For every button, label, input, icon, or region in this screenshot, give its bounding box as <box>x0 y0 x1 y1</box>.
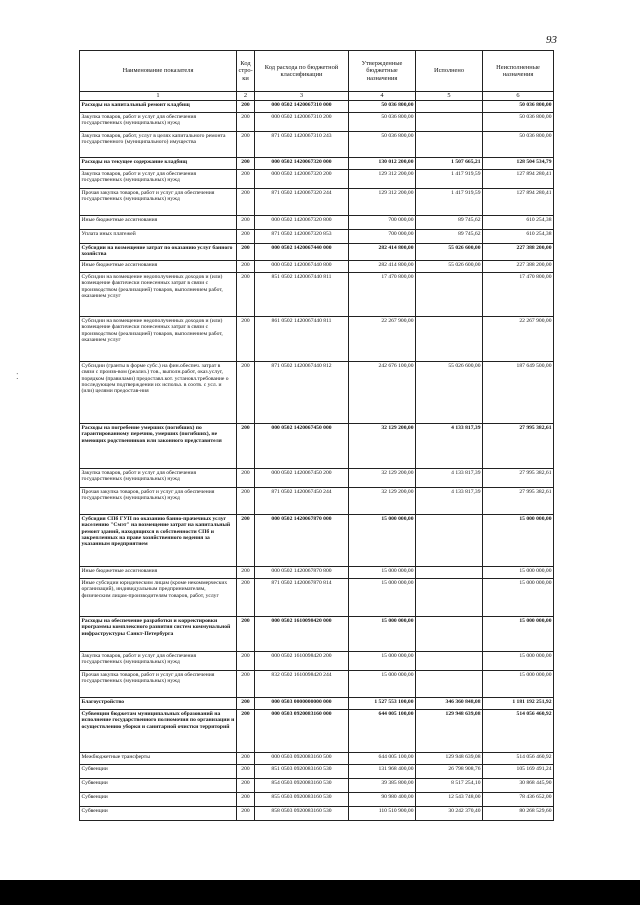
row-approved: 700 000,00 <box>349 216 416 230</box>
row-unexecuted: 17 470 800,00 <box>483 273 554 317</box>
row-name: Иные бюджетные ассигнования <box>80 216 237 230</box>
row-approved: 131 968 400,00 <box>349 765 416 779</box>
row-executed: 55 026 600,00 <box>416 244 483 261</box>
row-budget-code: 854 0503 0920083160 530 <box>255 779 349 793</box>
table-row <box>80 469 554 488</box>
row-budget-code: 000 0502 1420067870 800 <box>255 567 349 579</box>
row-executed <box>416 515 483 567</box>
row-name: Субвенции <box>80 807 237 821</box>
row-unexecuted: 27 995 382,61 <box>483 469 554 488</box>
table-row <box>80 710 554 753</box>
row-unexecuted: 15 000 000,00 <box>483 671 554 698</box>
table-header-row <box>80 51 554 92</box>
budget-execution-table <box>79 50 554 821</box>
row-line-code: 200 <box>237 170 255 189</box>
row-name: Закупка товаров, работ, услуг в целях капитального ремонта государственного (муниципального) имущества <box>80 132 237 158</box>
row-executed: 1 507 665,21 <box>416 158 483 170</box>
table-row <box>80 671 554 698</box>
row-line-code: 200 <box>237 753 255 765</box>
column-number: 1 <box>80 92 237 101</box>
row-name: Межбюджетные трансферты <box>80 753 237 765</box>
row-line-code: 200 <box>237 261 255 273</box>
row-unexecuted: 50 036 800,00 <box>483 101 554 113</box>
row-unexecuted: 30 868 445,90 <box>483 779 554 793</box>
row-name: Расходы на обеспечение разработки и корректировки программы комплексного развития систем коммунальной инфраструктуры Санкт-Петербурга <box>80 617 237 652</box>
row-approved: 130 012 200,00 <box>349 158 416 170</box>
header-executed: Исполнено <box>416 51 483 92</box>
row-line-code: 200 <box>237 132 255 158</box>
row-executed: 89 745,62 <box>416 216 483 230</box>
row-name: Расходы на капитальный ремонт кладбищ <box>80 101 237 113</box>
row-approved: 32 129 200,00 <box>349 488 416 515</box>
column-number: 4 <box>349 92 416 101</box>
row-executed: 4 133 817,39 <box>416 424 483 469</box>
row-approved: 129 312 200,00 <box>349 170 416 189</box>
row-unexecuted: 514 056 460,92 <box>483 753 554 765</box>
table-body <box>80 101 554 821</box>
row-budget-code: 851 0502 1420067440 811 <box>255 273 349 317</box>
row-executed: 4 133 817,39 <box>416 469 483 488</box>
row-line-code: 200 <box>237 488 255 515</box>
row-unexecuted: 15 000 000,00 <box>483 567 554 579</box>
row-line-code: 200 <box>237 617 255 652</box>
row-line-code: 200 <box>237 793 255 807</box>
row-budget-code: 858 0503 0920083160 530 <box>255 807 349 821</box>
row-line-code: 200 <box>237 113 255 132</box>
row-executed <box>416 567 483 579</box>
row-name: Субсидии на возмещение затрат по оказанию услуг банного хозяйства <box>80 244 237 261</box>
row-approved: 15 000 000,00 <box>349 579 416 617</box>
table-row <box>80 807 554 821</box>
row-budget-code: 000 0502 1610098420 200 <box>255 652 349 671</box>
row-unexecuted: 50 036 800,00 <box>483 132 554 158</box>
row-name: Субсидии на возмещение недополученных доходов и (или) возмещение фактически понесенных затрат в связи с производством (реализацией) товаров, выполнением работ, оказанием услуг <box>80 273 237 317</box>
row-line-code: 200 <box>237 424 255 469</box>
row-approved: 242 676 100,00 <box>349 362 416 424</box>
row-line-code: 200 <box>237 765 255 779</box>
row-name: Расходы на текущее содержание кладбищ <box>80 158 237 170</box>
row-approved: 282 414 800,00 <box>349 244 416 261</box>
row-executed: 129 948 639,08 <box>416 753 483 765</box>
row-name: Субсидии (гранты в форме субс.) на фин.обеспеч. затрат в связи с произв-вом (реализ.) тов., выполн.работ, оказ.услуг, порядком (правилами) предоставл.кот. установл.требование о последующем подтверждении их использ. в соотв. с усл. и (или) целями предостав-ния <box>80 362 237 424</box>
header-approved: Утвержденные бюджетные назначения <box>349 51 416 92</box>
row-unexecuted: 27 995 382,61 <box>483 488 554 515</box>
row-approved: 50 036 800,00 <box>349 132 416 158</box>
row-budget-code: 851 0503 0920083160 530 <box>255 765 349 779</box>
row-approved: 15 000 000,00 <box>349 567 416 579</box>
row-approved: 700 000,00 <box>349 230 416 244</box>
row-unexecuted: 15 000 000,00 <box>483 652 554 671</box>
row-name: Прочая закупка товаров, работ и услуг для обеспечения государственных (муниципальных) нужд <box>80 671 237 698</box>
table-row <box>80 317 554 362</box>
table-row <box>80 488 554 515</box>
row-budget-code: 000 0502 1420067870 000 <box>255 515 349 567</box>
table-row <box>80 652 554 671</box>
table-row <box>80 765 554 779</box>
row-name: Прочая закупка товаров, работ и услуг для обеспечения государственных (муниципальных) нужд <box>80 488 237 515</box>
row-approved: 110 510 900,00 <box>349 807 416 821</box>
row-budget-code: 000 0502 1610098420 000 <box>255 617 349 652</box>
page-number: 93 <box>546 34 557 46</box>
row-executed <box>416 113 483 132</box>
row-name: Расходы на погребение умерших (погибших) по гарантированному перечню, умерших (погибших), не имеющих родственников или законного представителя <box>80 424 237 469</box>
row-executed <box>416 652 483 671</box>
row-name: Субвенции <box>80 779 237 793</box>
row-name: Субсидии на возмещение недополученных доходов и (или) возмещение фактически понесенных затрат в связи с производством (реализацией) товаров, выполнением работ, оказанием услуг <box>80 317 237 362</box>
row-executed: 346 360 848,08 <box>416 698 483 710</box>
row-line-code: 200 <box>237 652 255 671</box>
row-name: Уплата иных платежей <box>80 230 237 244</box>
row-approved: 32 129 200,00 <box>349 469 416 488</box>
row-executed: 89 745,62 <box>416 230 483 244</box>
row-budget-code: 871 0502 1420067320 244 <box>255 189 349 216</box>
row-name: Иные бюджетные ассигнования <box>80 567 237 579</box>
row-executed: 8 517 254,10 <box>416 779 483 793</box>
row-unexecuted: 610 254,38 <box>483 230 554 244</box>
table-row <box>80 567 554 579</box>
row-name: Иные субсидии юридическим лицам (кроме некоммерческих организаций), индивидуальным предпринимателям, физическим лицам-производителям товаров, работ, услуг <box>80 579 237 617</box>
column-numbers-row <box>80 92 554 101</box>
row-unexecuted: 128 504 534,79 <box>483 158 554 170</box>
row-executed: 55 026 600,00 <box>416 362 483 424</box>
row-unexecuted: 1 181 192 251,92 <box>483 698 554 710</box>
row-approved: 644 005 100,00 <box>349 753 416 765</box>
row-line-code: 200 <box>237 101 255 113</box>
table-row <box>80 170 554 189</box>
row-unexecuted: 227 388 200,00 <box>483 261 554 273</box>
row-line-code: 200 <box>237 779 255 793</box>
row-executed <box>416 132 483 158</box>
row-budget-code: 000 0502 1420067450 000 <box>255 424 349 469</box>
row-approved: 32 129 200,00 <box>349 424 416 469</box>
row-line-code: 200 <box>237 230 255 244</box>
row-executed: 1 417 919,59 <box>416 189 483 216</box>
row-unexecuted: 15 000 000,00 <box>483 579 554 617</box>
table-row <box>80 132 554 158</box>
header-budget-code: Код расхода по бюджетной классификации <box>255 51 349 92</box>
row-name: Субвенции <box>80 765 237 779</box>
row-executed: 26 798 908,76 <box>416 765 483 779</box>
row-approved: 50 036 800,00 <box>349 101 416 113</box>
row-name: Закупка товаров, работ и услуг для обеспечения государственных (муниципальных) нужд <box>80 652 237 671</box>
row-executed <box>416 617 483 652</box>
header-line-code: Код стро- ки <box>237 51 255 92</box>
row-unexecuted: 22 267 900,00 <box>483 317 554 362</box>
row-approved: 50 036 800,00 <box>349 113 416 132</box>
row-budget-code: 871 0502 1420067870 814 <box>255 579 349 617</box>
table-row <box>80 698 554 710</box>
row-approved: 1 527 553 100,00 <box>349 698 416 710</box>
row-name: Иные бюджетные ассигнования <box>80 261 237 273</box>
row-executed: 12 543 748,00 <box>416 793 483 807</box>
table-row <box>80 189 554 216</box>
row-name: Закупка товаров, работ и услуг для обеспечения государственных (муниципальных) нужд <box>80 469 237 488</box>
row-name: Субвенции бюджетам муниципальных образований на исполнение государственного полномочия по организации и осуществлению уборки и санитарной очистки территорий <box>80 710 237 753</box>
row-budget-code: 000 0502 1420067310 200 <box>255 113 349 132</box>
row-line-code: 200 <box>237 244 255 261</box>
row-unexecuted: 610 254,38 <box>483 216 554 230</box>
row-approved: 15 000 000,00 <box>349 652 416 671</box>
row-budget-code: 871 0502 1420067320 853 <box>255 230 349 244</box>
row-unexecuted: 227 388 200,00 <box>483 244 554 261</box>
row-budget-code: 000 0503 0920083160 000 <box>255 710 349 753</box>
row-name: Субвенции <box>80 793 237 807</box>
row-approved: 129 312 200,00 <box>349 189 416 216</box>
row-executed <box>416 671 483 698</box>
row-name: Субсидия СПб ГУП по оказанию банно-прачечных услуг населению "Смэт" на возмещение затрат на капитальный ремонт зданий, находящихся в собственности СПб и закрепленных на праве хозяйственного ведения за указанным предприятием <box>80 515 237 567</box>
column-number: 2 <box>237 92 255 101</box>
row-line-code: 200 <box>237 216 255 230</box>
row-budget-code: 871 0502 1420067440 812 <box>255 362 349 424</box>
header-name: Наименование показателя <box>80 51 237 92</box>
table-row <box>80 216 554 230</box>
row-budget-code: 000 0502 1420067440 800 <box>255 261 349 273</box>
row-approved: 644 005 100,00 <box>349 710 416 753</box>
row-unexecuted: 27 995 382,61 <box>483 424 554 469</box>
row-approved: 15 000 000,00 <box>349 671 416 698</box>
row-unexecuted: 105 169 491,24 <box>483 765 554 779</box>
table-row <box>80 101 554 113</box>
row-unexecuted: 514 056 460,92 <box>483 710 554 753</box>
row-line-code: 200 <box>237 189 255 216</box>
row-budget-code: 000 0502 1420067310 000 <box>255 101 349 113</box>
table-row <box>80 753 554 765</box>
header-unexecuted: Неисполненные назначения <box>483 51 554 92</box>
row-line-code: 200 <box>237 671 255 698</box>
table-row <box>80 779 554 793</box>
table-row <box>80 617 554 652</box>
row-budget-code: 000 0502 1420067440 000 <box>255 244 349 261</box>
row-executed <box>416 317 483 362</box>
table-row <box>80 273 554 317</box>
scan-bottom-edge <box>0 880 640 905</box>
row-budget-code: 000 0503 0920083160 500 <box>255 753 349 765</box>
row-approved: 90 980 400,00 <box>349 793 416 807</box>
row-executed <box>416 273 483 317</box>
table-row <box>80 230 554 244</box>
row-unexecuted: 127 894 280,41 <box>483 170 554 189</box>
row-executed <box>416 101 483 113</box>
table-row <box>80 261 554 273</box>
row-line-code: 200 <box>237 158 255 170</box>
table-row <box>80 793 554 807</box>
row-budget-code: 871 0502 1420067310 243 <box>255 132 349 158</box>
row-unexecuted: 15 000 000,00 <box>483 617 554 652</box>
table-row <box>80 158 554 170</box>
table-row <box>80 515 554 567</box>
row-unexecuted: 78 436 652,00 <box>483 793 554 807</box>
column-number: 3 <box>255 92 349 101</box>
scan-margin-mark: ⁚ <box>16 372 19 381</box>
table-row <box>80 244 554 261</box>
row-budget-code: 832 0502 1610098420 244 <box>255 671 349 698</box>
row-executed: 30 242 370,40 <box>416 807 483 821</box>
row-executed <box>416 579 483 617</box>
row-budget-code: 000 0502 1420067450 200 <box>255 469 349 488</box>
row-budget-code: 000 0502 1420067320 800 <box>255 216 349 230</box>
row-name: Благоустройство <box>80 698 237 710</box>
row-approved: 17 470 800,00 <box>349 273 416 317</box>
row-executed: 1 417 919,59 <box>416 170 483 189</box>
column-number: 5 <box>416 92 483 101</box>
row-executed: 129 948 639,08 <box>416 710 483 753</box>
row-line-code: 200 <box>237 710 255 753</box>
row-budget-code: 000 0502 1420067320 200 <box>255 170 349 189</box>
row-executed: 55 026 600,00 <box>416 261 483 273</box>
row-line-code: 200 <box>237 698 255 710</box>
row-approved: 282 414 800,00 <box>349 261 416 273</box>
row-budget-code: 000 0502 1420067320 000 <box>255 158 349 170</box>
column-number: 6 <box>483 92 554 101</box>
row-unexecuted: 127 894 280,41 <box>483 189 554 216</box>
row-line-code: 200 <box>237 567 255 579</box>
row-approved: 39 385 800,00 <box>349 779 416 793</box>
table-row <box>80 424 554 469</box>
row-line-code: 200 <box>237 317 255 362</box>
row-approved: 15 000 000,00 <box>349 617 416 652</box>
row-line-code: 200 <box>237 469 255 488</box>
row-approved: 15 000 000,00 <box>349 515 416 567</box>
row-approved: 22 267 900,00 <box>349 317 416 362</box>
row-executed: 4 133 817,39 <box>416 488 483 515</box>
row-budget-code: 000 0503 0000000000 000 <box>255 698 349 710</box>
row-line-code: 200 <box>237 273 255 317</box>
row-name: Прочая закупка товаров, работ и услуг для обеспечения государственных (муниципальных) нужд <box>80 189 237 216</box>
table-row <box>80 362 554 424</box>
row-budget-code: 871 0502 1420067450 244 <box>255 488 349 515</box>
row-name: Закупка товаров, работ и услуг для обеспечения государственных (муниципальных) нужд <box>80 113 237 132</box>
table-row <box>80 113 554 132</box>
row-unexecuted: 15 000 000,00 <box>483 515 554 567</box>
row-unexecuted: 187 649 500,00 <box>483 362 554 424</box>
row-line-code: 200 <box>237 362 255 424</box>
row-line-code: 200 <box>237 579 255 617</box>
row-unexecuted: 50 036 800,00 <box>483 113 554 132</box>
row-line-code: 200 <box>237 515 255 567</box>
row-line-code: 200 <box>237 807 255 821</box>
table-row <box>80 579 554 617</box>
row-name: Закупка товаров, работ и услуг для обеспечения государственных (муниципальных) нужд <box>80 170 237 189</box>
row-budget-code: 861 0502 1420067440 811 <box>255 317 349 362</box>
row-budget-code: 855 0503 0920083160 530 <box>255 793 349 807</box>
row-unexecuted: 80 268 529,60 <box>483 807 554 821</box>
